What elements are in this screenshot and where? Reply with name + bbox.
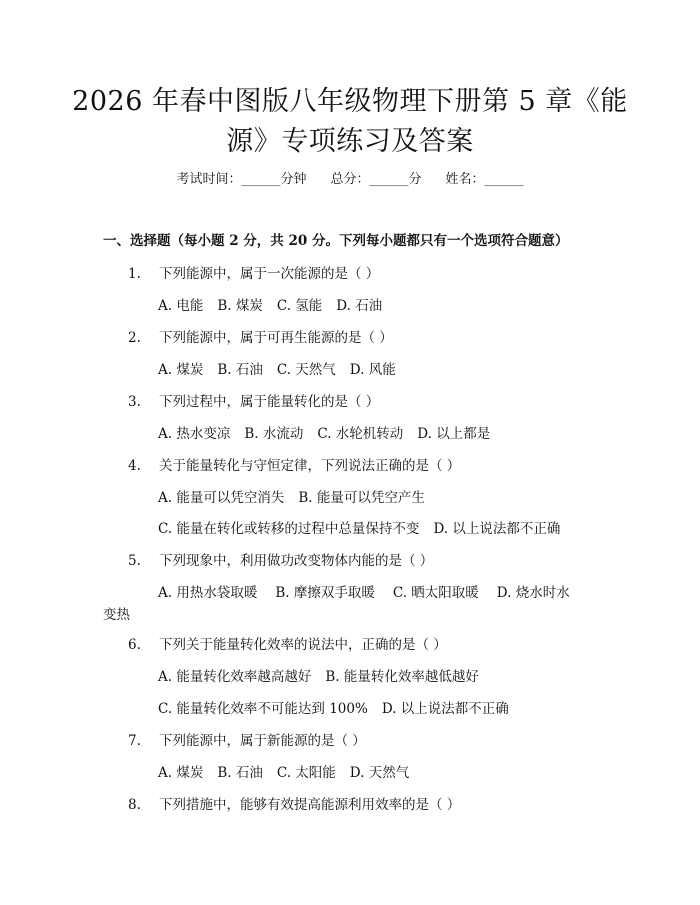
question-number: 2. (128, 330, 141, 346)
option-c: C. 水轮机转动 (317, 426, 404, 442)
question-text: 下列措施中，能够有效提高能源利用效率的是（ ） (159, 797, 461, 813)
option-c: C. 天然气 (276, 362, 336, 378)
option-a: A. 能量可以凭空消失 (158, 490, 285, 506)
question-text: 下列过程中，属于能量转化的是（ ） (159, 394, 380, 410)
question-2 (128, 326, 393, 346)
option-b: B. 石油 (217, 362, 263, 378)
question-text: 下列能源中，属于可再生能源的是（ ） (159, 330, 393, 346)
question-text: 下列现象中，利用做功改变物体内能的是（ ） (159, 553, 434, 569)
option-d: D. 以上说法都不正确 (433, 521, 561, 537)
option-b: B. 摩擦双手取暖 (275, 585, 375, 601)
option-d: D. 天然气 (349, 765, 410, 781)
question-4-options-row-1 (158, 486, 439, 506)
option-c: C. 晒太阳取暖 (392, 585, 479, 601)
question-number: 4. (128, 458, 141, 474)
question-4-options-row-2 (158, 517, 574, 537)
option-d: D. 烧水时水 (496, 585, 570, 601)
option-d: D. 以上说法都不正确 (381, 701, 509, 717)
question-7-options (158, 761, 423, 781)
page-title-line-1: 2026 年春中图版八年级物理下册第 5 章《能 (72, 86, 628, 117)
question-1 (128, 262, 379, 282)
option-d: D. 以上都是 (417, 426, 491, 442)
question-number: 3. (128, 394, 141, 410)
option-a: A. 电能 (158, 298, 204, 314)
question-number: 7. (128, 733, 141, 749)
question-text: 下列关于能量转化效率的说法中，正确的是（ ） (159, 637, 447, 653)
question-number: 8. (128, 797, 141, 813)
question-number: 1. (128, 266, 141, 282)
option-a: A. 煤炭 (158, 362, 204, 378)
question-5 (128, 549, 433, 569)
total-score: 总分：______分 (330, 172, 422, 187)
option-d: D. 风能 (349, 362, 396, 378)
student-name: 姓名：______ (445, 172, 524, 187)
option-d: D. 石油 (336, 298, 383, 314)
question-number: 5. (128, 553, 141, 569)
page-title-line-2: 源》专项练习及答案 (226, 126, 474, 157)
option-b: B. 煤炭 (217, 298, 263, 314)
option-a: A. 用热水袋取暖 (158, 585, 258, 601)
option-a: A. 热水变凉 (158, 426, 231, 442)
question-6-options-row-1 (158, 665, 493, 685)
exam-time: 考试时间：______分钟 (176, 172, 307, 187)
question-number: 6. (128, 637, 141, 653)
option-b: B. 水流动 (244, 426, 304, 442)
question-text: 关于能量转化与守恒定律，下列说法正确的是（ ） (159, 458, 461, 474)
section-heading: 一、选择题（每小题 2 分，共 20 分。下列每小题都只有一个选项符合题意） (103, 233, 569, 249)
question-text: 下列能源中，属于一次能源的是（ ） (159, 266, 380, 282)
question-6-options-row-2 (158, 697, 523, 717)
option-a: A. 煤炭 (158, 765, 204, 781)
question-6 (128, 633, 447, 653)
question-8 (128, 793, 460, 813)
question-7 (128, 729, 366, 749)
option-b: B. 石油 (217, 765, 263, 781)
question-3 (128, 390, 379, 410)
question-4 (128, 454, 460, 474)
option-c: C. 太阳能 (276, 765, 336, 781)
option-c: C. 能量转化效率不可能达到 100% (158, 701, 368, 717)
option-a: A. 能量转化效率越高越好 (158, 669, 312, 685)
option-d-continuation: 变热 (103, 607, 130, 623)
question-1-options (158, 294, 396, 314)
option-c: C. 氢能 (276, 298, 323, 314)
question-5-options (158, 581, 588, 601)
question-text: 下列能源中，属于新能源的是（ ） (159, 733, 366, 749)
question-3-options (158, 422, 504, 442)
exam-meta (0, 168, 700, 187)
question-2-options (158, 358, 410, 378)
option-b: B. 能量转化效率越低越好 (325, 669, 479, 685)
option-b: B. 能量可以凭空产生 (298, 490, 425, 506)
option-c: C. 能量在转化或转移的过程中总量保持不变 (158, 521, 420, 537)
